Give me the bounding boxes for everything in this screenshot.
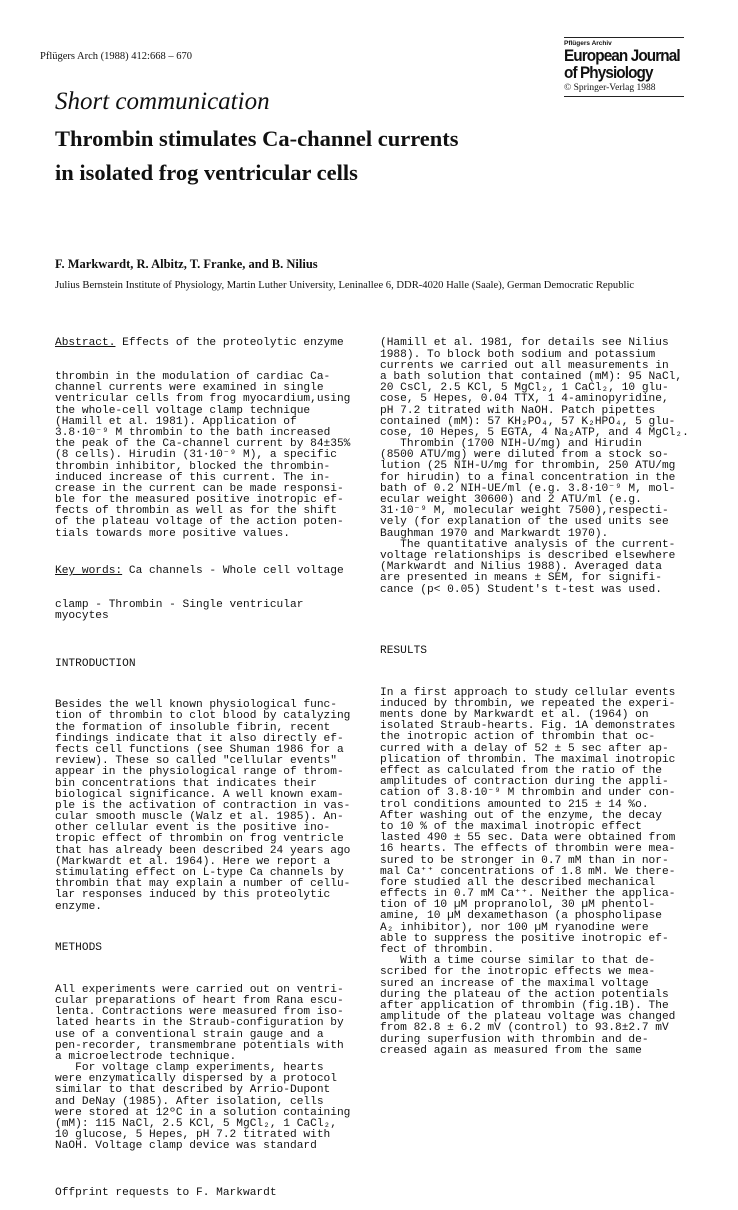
text-line: contained (mM): 57 KH₂PO₄, 57 K₂HPO₄, 5 glu- bbox=[380, 415, 676, 428]
text-line: (Hamill et al. 1981, for details see Nilius bbox=[380, 337, 669, 350]
text-line: effect as calculated from the ratio of the bbox=[380, 765, 662, 778]
section-label: Short communication bbox=[55, 88, 270, 115]
text-line: cular smooth muscle (Walz et al. 1985). An- bbox=[55, 811, 344, 824]
text-line: stimulating effect on L-type Ca channels by bbox=[55, 867, 344, 879]
footnote: Offprint requests to F. Markwardt bbox=[55, 1186, 277, 1199]
text-line: a bath solution that contained (mM): 95 NaCl, bbox=[380, 370, 683, 383]
text-line: fect of thrombin. bbox=[380, 944, 495, 957]
text-line: clamp - Thrombin - Single ventricular bbox=[55, 598, 304, 611]
text-line: of the plateau voltage of the action poten- bbox=[55, 516, 344, 529]
text-line: pH 7.2 titrated with NaOH. Patch pipettes bbox=[380, 404, 656, 417]
text-line: the whole-cell voltage clamp technique bbox=[55, 404, 311, 417]
text-line: 10 glucose, 5 Hepes, pH 7.2 titrated with bbox=[55, 1129, 331, 1142]
title-line-1: Thrombin stimulates Ca-channel currents bbox=[55, 126, 459, 151]
text-line: cular preparations of heart from Rana escu- bbox=[55, 994, 344, 1007]
text-line: crease in the current can be made responsi- bbox=[55, 482, 344, 495]
text-line: voltage relationships is described elsewhere bbox=[380, 549, 676, 562]
keywords-label: Key words: bbox=[55, 565, 123, 578]
text-line: tion of 10 µM propranolol, 30 µM phentol- bbox=[380, 899, 656, 912]
right-column bbox=[380, 316, 689, 1068]
text-line: With a time course similar to that de- bbox=[380, 955, 656, 968]
text-line: enzyme. bbox=[55, 900, 102, 913]
text-line: For voltage clamp experiments, hearts bbox=[55, 1062, 324, 1075]
abstract-label: Abstract. bbox=[55, 337, 116, 350]
text-line: cation of 3.8·10⁻⁹ M thrombin and under con- bbox=[380, 787, 676, 800]
text-line: tion of thrombin to clot blood by catalyzing bbox=[55, 710, 351, 723]
text-line: during the plateau of the action potentials bbox=[380, 988, 669, 1001]
text-line: able to suppress the positive inotropic ef- bbox=[380, 932, 669, 945]
affiliation: Julius Bernstein Institute of Physiology, Martin Luther University, Leninallee 6, DDR-4020 Halle (Saale), German Democratic Republic bbox=[55, 280, 635, 291]
text-line: ecular weight 30600) and 2 ATU/ml (e.g. bbox=[380, 494, 642, 507]
text-line: sured an increase of the maximal voltage bbox=[380, 977, 649, 990]
text-line: vely (for explanation of the used units see bbox=[380, 516, 669, 529]
text-line: 20 CsCl, 2.5 KCl, 5 MgCl₂, 1 CaCl₂, 10 glu- bbox=[380, 382, 669, 395]
text-line: 31·10⁻⁹ M, molecular weight 7500),respecti- bbox=[380, 505, 669, 518]
text-line: from 82.8 ± 6.2 mV (control) to 93.8±2.7 mV bbox=[380, 1022, 669, 1035]
introduction-body bbox=[55, 700, 350, 913]
text-line: a microelectrode technique. bbox=[55, 1050, 237, 1063]
journal-citation: Pflügers Arch (1988) 412:668 – 670 bbox=[40, 51, 192, 62]
text-line: cose, 5 Hepes, 0.04 TTX, 1 4-aminopyridine, bbox=[380, 393, 669, 406]
text-line: ble for the measured positive inotropic ef- bbox=[55, 494, 344, 507]
abstract-line: Effects of the proteolytic enzyme bbox=[115, 337, 344, 350]
text-line: the formation of insoluble fibrin, recent bbox=[55, 721, 331, 734]
text-line: 3.8·10⁻⁹ M thrombin to the bath increased bbox=[55, 426, 331, 439]
introduction-heading: INTRODUCTION bbox=[55, 657, 136, 670]
text-line: ple is the activation of contraction in vas- bbox=[55, 799, 351, 812]
article-title bbox=[55, 122, 555, 190]
text-line: bin concentrations that indicates their bbox=[55, 777, 317, 790]
text-line: After washing out of the enzyme, the decay bbox=[380, 809, 662, 822]
text-line: 1988). To block both sodium and potassium bbox=[380, 348, 656, 361]
text-line: induced increase of this current. The in- bbox=[55, 471, 331, 484]
text-line: scribed for the inotropic effects we mea- bbox=[380, 966, 656, 979]
text-line: creased again as measured from the same bbox=[380, 1044, 642, 1057]
text-line: during superfusion with thrombin and de- bbox=[380, 1033, 649, 1046]
text-line: fects of thrombin as well as for the shift bbox=[55, 505, 337, 518]
results-heading: RESULTS bbox=[380, 645, 427, 658]
abstract-body bbox=[55, 372, 350, 540]
text-line: biological significance. A well known exam- bbox=[55, 788, 344, 801]
text-line: the peak of the Ca-channel current by 84±35% bbox=[55, 438, 351, 451]
text-line: mal Ca⁺⁺ concentrations of 1.8 mM. We there- bbox=[380, 865, 676, 878]
text-line: sured to be stronger in 0.7 mM than in nor- bbox=[380, 854, 669, 867]
results-body bbox=[380, 688, 689, 1057]
text-line: thrombin inhibitor, blocked the thrombin- bbox=[55, 460, 331, 473]
text-line: effects in 0.7 mM Ca⁺⁺. Neither the applica- bbox=[380, 888, 676, 901]
text-line: use of a conventional strain gauge and a bbox=[55, 1028, 324, 1041]
text-line: and DeNay (1985). After isolation, cells bbox=[55, 1095, 324, 1108]
text-line: cance (p< 0.05) Student's t-test was used. bbox=[380, 583, 662, 596]
text-line: that has already been described 24 years ago bbox=[55, 844, 351, 857]
text-line: Baughman 1970 and Markwardt 1970). bbox=[380, 527, 609, 540]
text-line: appear in the physiological range of throm- bbox=[55, 766, 344, 779]
text-line: the inotropic action of thrombin that oc- bbox=[380, 731, 656, 744]
keywords-line: Ca channels - Whole cell voltage bbox=[122, 565, 344, 578]
methods-heading: METHODS bbox=[55, 942, 102, 955]
text-line: fects cell functions (see Shuman 1986 for a bbox=[55, 743, 344, 756]
text-line: thrombin that may explain a number of cellu- bbox=[55, 878, 351, 891]
text-line: were stored at 12ºC in a solution containing bbox=[55, 1106, 351, 1119]
text-line: currents we carried out all measurements in bbox=[380, 359, 669, 372]
text-line: trol conditions amounted to 215 ± 14 %o. bbox=[380, 798, 649, 811]
text-line: isolated Straub-hearts. Fig. 1A demonstrates bbox=[380, 720, 676, 733]
title-line-2: in isolated frog ventricular cells bbox=[55, 160, 358, 185]
text-line: ments done by Markwardt et al. (1964) on bbox=[380, 709, 649, 722]
text-line: (Markwardt and Nilius 1988). Averaged data bbox=[380, 561, 662, 574]
text-line: lenta. Contractions were measured from iso- bbox=[55, 1006, 344, 1019]
text-line: (Markwardt et al. 1964). Here we report a bbox=[55, 855, 331, 868]
text-line: for hirudin) to a final concentration in the bbox=[380, 471, 676, 484]
copyright: © Springer-Verlag 1988 bbox=[564, 83, 656, 93]
text-line: fore studied all the described mechanical bbox=[380, 876, 656, 889]
text-line: (8500 ATU/mg) were diluted from a stock so- bbox=[380, 449, 669, 462]
text-line: lar responses induced by this proteolytic bbox=[55, 889, 331, 902]
text-line: thrombin in the modulation of cardiac Ca- bbox=[55, 371, 331, 383]
text-line: In a first approach to study cellular events bbox=[380, 686, 676, 699]
text-line: plication of thrombin. The maximal inotropic bbox=[380, 753, 676, 766]
text-line: pen-recorder, transmembrane potentials with bbox=[55, 1039, 344, 1052]
text-line: 16 hearts. The effects of thrombin were mea- bbox=[380, 843, 676, 856]
text-line: amplitude of the plateau voltage was changed bbox=[380, 1011, 676, 1024]
text-line: cose, 10 Hepes, 5 EGTA, 4 Na₂ATP, and 4 MgCl₂. bbox=[380, 426, 689, 439]
text-line: tials towards more positive values. bbox=[55, 527, 290, 540]
journal-logo-small: Pflügers Archiv bbox=[564, 40, 612, 47]
keywords-body bbox=[55, 600, 350, 622]
journal-logo-line2: of Physiology bbox=[564, 63, 653, 82]
left-column bbox=[55, 316, 350, 1210]
text-line: lated hearts in the Straub-configuration by bbox=[55, 1017, 344, 1030]
text-line: findings indicate that it also directly ef- bbox=[55, 732, 344, 745]
text-line: were enzymatically dispersed by a protocol bbox=[55, 1073, 337, 1086]
text-line: after application of thrombin (fig.1B). The bbox=[380, 999, 669, 1012]
text-line: other cellular event is the positive ino- bbox=[55, 822, 331, 835]
text-line: A₂ inhibitor), nor 100 µM ryanodine were bbox=[380, 921, 649, 934]
text-line: to 10 % of the maximal inotropic effect bbox=[380, 820, 642, 833]
text-line: amine, 10 µM dexamethason (a phospholipase bbox=[380, 910, 662, 923]
text-line: bath of 0.2 NIH-UE/ml (e.g. 3.8·10⁻⁹ M, mol- bbox=[380, 482, 676, 495]
text-line: review). These so called "cellular events" bbox=[55, 755, 337, 768]
journal-logo-line1: European Journal bbox=[564, 46, 680, 65]
text-line: amplitudes of contraction during the appli- bbox=[380, 776, 669, 789]
text-line: curred with a delay of 52 ± 5 sec after ap- bbox=[380, 742, 669, 755]
text-line: All experiments were carried out on ventri- bbox=[55, 983, 344, 996]
text-line: are presented in means ± SEM, for signifi- bbox=[380, 572, 662, 585]
text-line: The quantitative analysis of the current- bbox=[380, 538, 676, 551]
text-line: (Hamill et al. 1981). Application of bbox=[55, 415, 297, 428]
text-line: Besides the well known physiological func- bbox=[55, 699, 337, 712]
text-line: ventricular cells from frog myocardium,using bbox=[55, 393, 351, 406]
text-line: (mM): 115 NaCl, 2.5 KCl, 5 MgCl₂, 1 CaCl₂, bbox=[55, 1118, 337, 1130]
text-line: similar to that described by Arrio-Dupont bbox=[55, 1084, 331, 1097]
authors: F. Markwardt, R. Albitz, T. Franke, and B. Nilius bbox=[55, 257, 318, 271]
text-line: myocytes bbox=[55, 610, 109, 622]
text-line: Thrombin (1700 NIH-U/mg) and Hirudin bbox=[380, 438, 642, 451]
text-line: (8 cells). Hirudin (31·10⁻⁹ M), a specific bbox=[55, 449, 337, 462]
methods-continued bbox=[380, 338, 689, 595]
text-line: induced by thrombin, we repeated the experi- bbox=[380, 697, 676, 710]
text-line: lution (25 NIH-U/mg for thrombin, 250 ATU/mg bbox=[380, 460, 676, 473]
journal-logo bbox=[564, 37, 684, 97]
text-line: NaOH. Voltage clamp device was standard bbox=[55, 1140, 317, 1153]
text-line: channel currents were examined in single bbox=[55, 382, 324, 395]
methods-body bbox=[55, 985, 350, 1153]
text-line: tropic effect of thrombin on frog ventricle bbox=[55, 833, 344, 846]
text-line: lasted 490 ± 55 sec. Data were obtained from bbox=[380, 832, 676, 845]
